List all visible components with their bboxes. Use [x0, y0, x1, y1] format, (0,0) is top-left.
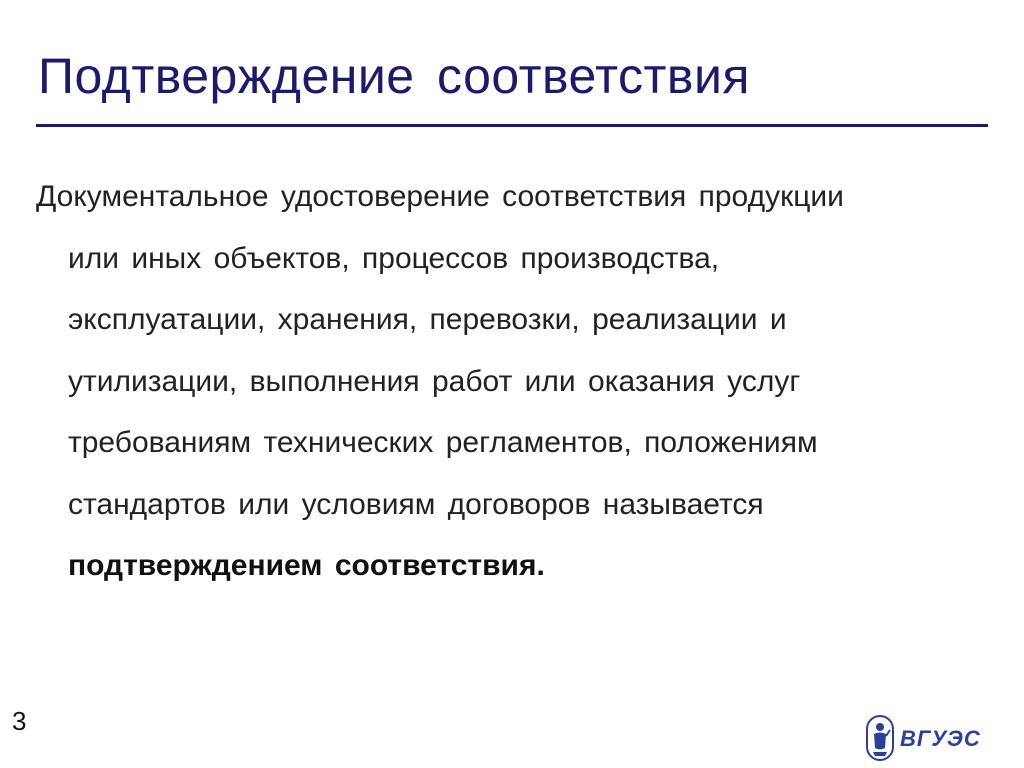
page-number: 3	[12, 706, 27, 736]
university-emblem-icon	[867, 716, 893, 760]
definition-line-2: или иных объектов, процессов производства,	[68, 241, 720, 275]
definition-line-5: требованиям технических регламентов, положениям	[68, 426, 818, 459]
university-logo	[864, 714, 988, 762]
definition-line-6: стандартов или условиям договоров называется	[68, 487, 764, 521]
title-underline	[36, 124, 988, 127]
definition-line-4: утилизации, выполнения работ или оказания услуг	[68, 364, 801, 398]
defined-term: подтверждением соответствия.	[68, 549, 545, 582]
definition-line-1: Документальное удостоверение соответствия продукции	[36, 180, 844, 213]
definition-paragraph	[36, 166, 966, 597]
slide-title: Подтверждение соответствия	[38, 48, 750, 104]
logo-text: ВГУЭС	[900, 726, 981, 751]
definition-line-3: эксплуатации, хранения, перевозки, реализации и	[68, 303, 787, 336]
